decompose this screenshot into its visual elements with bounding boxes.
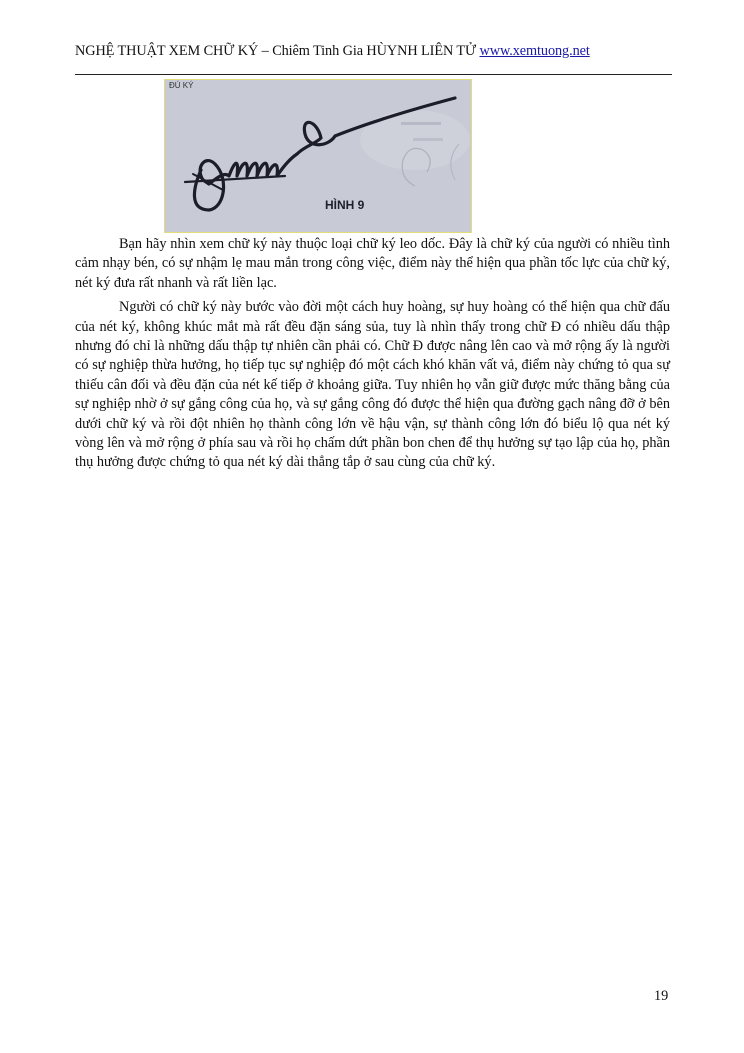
- figure-caption: HÌNH 9: [325, 198, 365, 212]
- header-link[interactable]: www.xemtuong.net: [479, 43, 590, 59]
- signature-image: [165, 80, 472, 233]
- body-text: [75, 235, 670, 478]
- page-header: [75, 43, 671, 60]
- page-number: 19: [654, 988, 669, 1004]
- header-rule: [75, 74, 672, 75]
- paragraph: Người có chữ ký này bước vào đời một cách huy hoàng, sự huy hoàng có thể hiện qua chữ đấu của nét ký, không khúc mắt mà rất đều đặn sáng sủa, tuy là nhìn thấy trong chữ Đ có nhiều dấu thập nhưng đó chỉ là những dấu thập tự nhiên cần phải có. Chữ Đ được nâng lên cao và mở rộng ấy là người có sự nghiệp thừa hưởng, họ tiếp tục sự nghiệp đó một cách khó khăn vất vả, điểm này chứng tỏ qua sự thiếu cân đối và đều đặn của nét kế tiếp ở khoảng giữa. Tuy nhiên họ vẫn giữ được mức thăng bằng của sự nghiệp nhờ ở sự gắng công của họ, và sự gắng công đó được thể hiện qua đường gạch nâng đỡ ở bên dưới chữ ký và rồi đột nhiên họ thành công lớn về hậu vận, sự thành công lớn đó biểu lộ qua nét ký vòng lên và mở rộng ở phía sau và rồi họ chấm dứt phần bon chen để thụ hưởng sự tạo lập của họ, phần thụ hưởng được chứng tỏ qua nét ký dài thẳng tắp ở sau cùng của chữ ký.: [75, 299, 670, 471]
- paragraph: Bạn hãy nhìn xem chữ ký này thuộc loại chữ ký leo dốc. Đây là chữ ký của người có nhiều tình cảm nhạy bén, có sự nhậm lẹ mau mắn trong công việc, điểm này thể hiện qua phần tốc lực của chữ ký, nét ký đưa rất nhanh và rất liền lạc.: [75, 236, 670, 291]
- signature-figure: [164, 79, 472, 233]
- header-title: NGHỆ THUẬT XEM CHỮ KÝ – Chiêm Tinh Gia HÙYNH LIÊN TỬ: [75, 43, 480, 59]
- figure-corner-text: ĐÚ KÝ: [169, 81, 194, 90]
